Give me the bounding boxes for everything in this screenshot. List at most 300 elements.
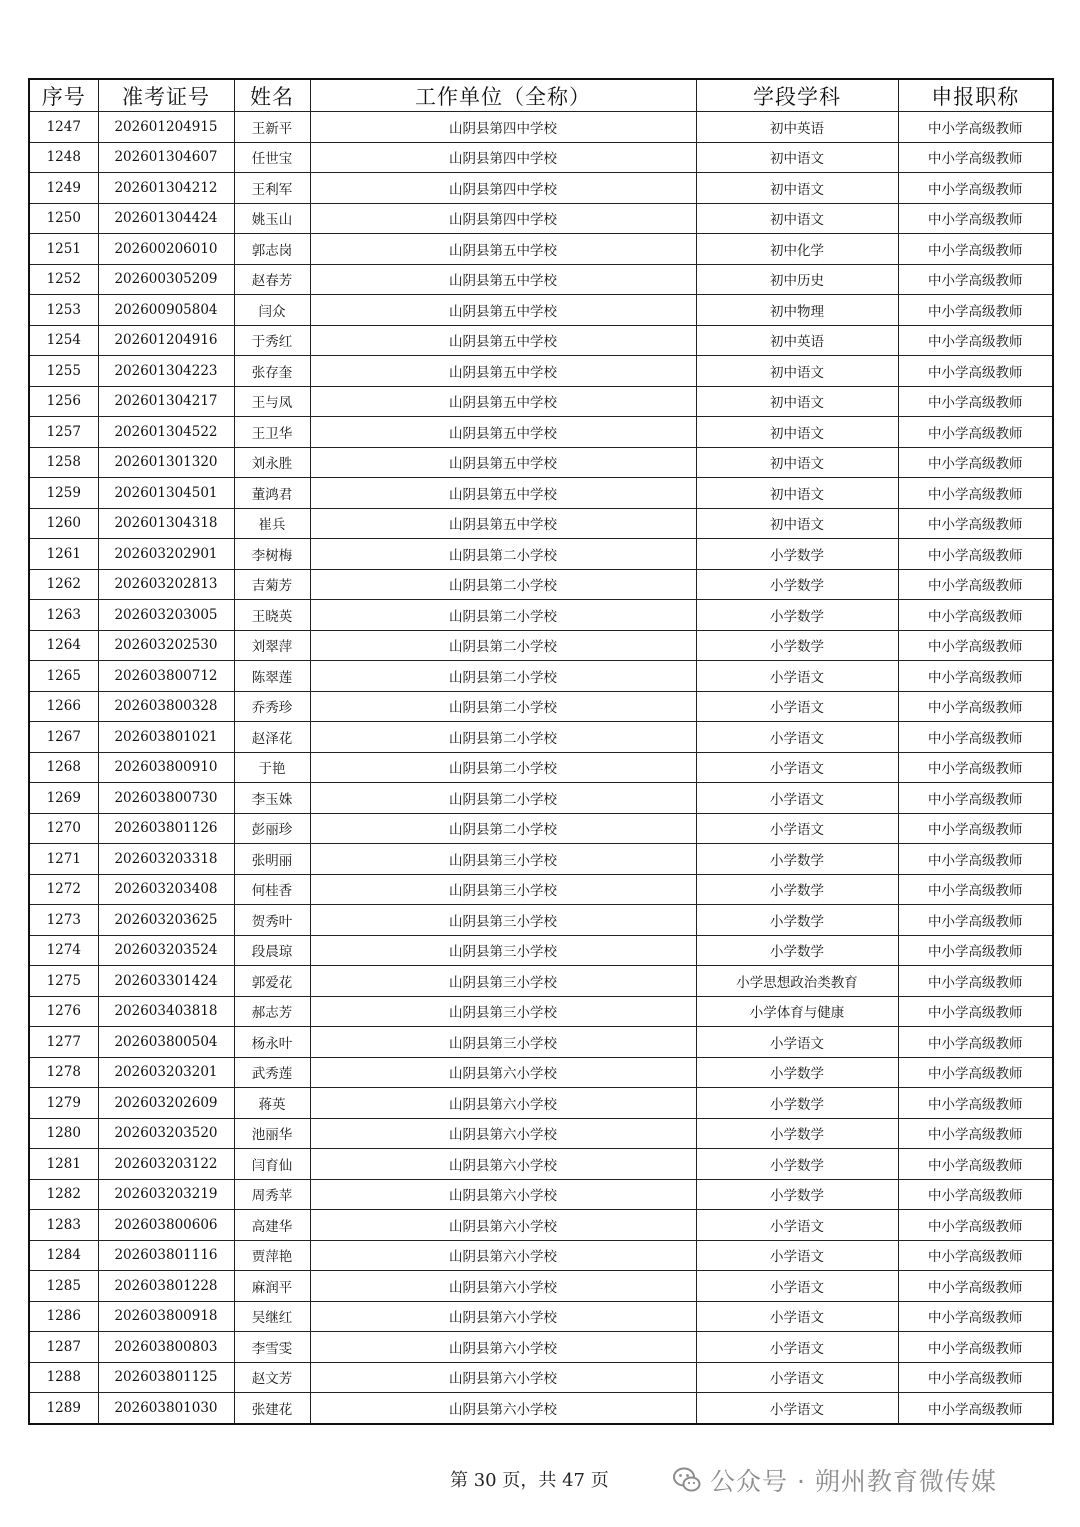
table-row bbox=[29, 1362, 1053, 1393]
cell-subject: 初中物理 bbox=[696, 295, 898, 326]
cell-subject: 小学语文 bbox=[696, 1393, 898, 1424]
cell-subject: 初中语文 bbox=[696, 386, 898, 417]
cell-serial: 1247 bbox=[29, 112, 98, 143]
cell-title: 中小学高级教师 bbox=[898, 1149, 1053, 1180]
table-row bbox=[29, 1271, 1053, 1302]
cell-subject: 初中语文 bbox=[696, 417, 898, 448]
cell-subject: 初中化学 bbox=[696, 234, 898, 265]
table-row bbox=[29, 417, 1053, 448]
cell-exam-id: 202603800712 bbox=[98, 661, 234, 692]
cell-title: 中小学高级教师 bbox=[898, 417, 1053, 448]
cell-name: 高建华 bbox=[234, 1210, 310, 1241]
cell-title: 中小学高级教师 bbox=[898, 874, 1053, 905]
table-row bbox=[29, 1149, 1053, 1180]
cell-subject: 小学语文 bbox=[696, 1240, 898, 1271]
cell-name: 乔秀珍 bbox=[234, 691, 310, 722]
cell-name: 蒋英 bbox=[234, 1088, 310, 1119]
cell-workplace: 山阴县第二小学校 bbox=[310, 661, 696, 692]
table-row bbox=[29, 966, 1053, 997]
cell-title: 中小学高级教师 bbox=[898, 447, 1053, 478]
cell-subject: 小学体育与健康 bbox=[696, 996, 898, 1027]
cell-serial: 1280 bbox=[29, 1118, 98, 1149]
table-row bbox=[29, 325, 1053, 356]
cell-name: 赵文芳 bbox=[234, 1362, 310, 1393]
table-row bbox=[29, 783, 1053, 814]
cell-serial: 1253 bbox=[29, 295, 98, 326]
cell-serial: 1266 bbox=[29, 691, 98, 722]
cell-serial: 1288 bbox=[29, 1362, 98, 1393]
cell-workplace: 山阴县第六小学校 bbox=[310, 1393, 696, 1424]
table-row bbox=[29, 905, 1053, 936]
cell-subject: 小学语文 bbox=[696, 691, 898, 722]
cell-title: 中小学高级教师 bbox=[898, 1332, 1053, 1363]
cell-name: 李玉姝 bbox=[234, 783, 310, 814]
cell-name: 麻润平 bbox=[234, 1271, 310, 1302]
cell-serial: 1271 bbox=[29, 844, 98, 875]
roster-table bbox=[28, 78, 1054, 1425]
cell-serial: 1281 bbox=[29, 1149, 98, 1180]
cell-exam-id: 202601304522 bbox=[98, 417, 234, 448]
cell-workplace: 山阴县第六小学校 bbox=[310, 1301, 696, 1332]
cell-subject: 小学数学 bbox=[696, 905, 898, 936]
cell-serial: 1273 bbox=[29, 905, 98, 936]
cell-exam-id: 202603800910 bbox=[98, 752, 234, 783]
cell-exam-id: 202603801116 bbox=[98, 1240, 234, 1271]
table-row bbox=[29, 1240, 1053, 1271]
cell-title: 中小学高级教师 bbox=[898, 661, 1053, 692]
cell-serial: 1269 bbox=[29, 783, 98, 814]
cell-name: 贺秀叶 bbox=[234, 905, 310, 936]
cell-subject: 初中语文 bbox=[696, 356, 898, 387]
cell-subject: 小学数学 bbox=[696, 935, 898, 966]
table-row bbox=[29, 142, 1053, 173]
cell-serial: 1270 bbox=[29, 813, 98, 844]
table-row bbox=[29, 264, 1053, 295]
cell-name: 王晓英 bbox=[234, 600, 310, 631]
cell-name: 赵泽花 bbox=[234, 722, 310, 753]
cell-name: 刘永胜 bbox=[234, 447, 310, 478]
cell-subject: 小学语文 bbox=[696, 1362, 898, 1393]
cell-serial: 1274 bbox=[29, 935, 98, 966]
cell-workplace: 山阴县第二小学校 bbox=[310, 569, 696, 600]
cell-name: 李树梅 bbox=[234, 539, 310, 570]
cell-exam-id: 202601304501 bbox=[98, 478, 234, 509]
cell-workplace: 山阴县第三小学校 bbox=[310, 966, 696, 997]
table-header-row bbox=[29, 79, 1053, 112]
cell-subject: 小学语文 bbox=[696, 1271, 898, 1302]
cell-workplace: 山阴县第六小学校 bbox=[310, 1362, 696, 1393]
cell-subject: 初中语文 bbox=[696, 478, 898, 509]
table-row bbox=[29, 173, 1053, 204]
table-row bbox=[29, 1393, 1053, 1424]
table-row bbox=[29, 112, 1053, 143]
cell-name: 郭志岗 bbox=[234, 234, 310, 265]
cell-workplace: 山阴县第三小学校 bbox=[310, 905, 696, 936]
cell-workplace: 山阴县第二小学校 bbox=[310, 722, 696, 753]
cell-workplace: 山阴县第五中学校 bbox=[310, 447, 696, 478]
cell-workplace: 山阴县第六小学校 bbox=[310, 1240, 696, 1271]
cell-name: 周秀苹 bbox=[234, 1179, 310, 1210]
cell-title: 中小学高级教师 bbox=[898, 1240, 1053, 1271]
cell-workplace: 山阴县第二小学校 bbox=[310, 813, 696, 844]
roster-sheet bbox=[28, 78, 1052, 1425]
cell-subject: 初中英语 bbox=[696, 325, 898, 356]
cell-workplace: 山阴县第六小学校 bbox=[310, 1149, 696, 1180]
cell-serial: 1282 bbox=[29, 1179, 98, 1210]
cell-exam-id: 202601301320 bbox=[98, 447, 234, 478]
cell-serial: 1255 bbox=[29, 356, 98, 387]
cell-workplace: 山阴县第五中学校 bbox=[310, 234, 696, 265]
cell-exam-id: 202603800730 bbox=[98, 783, 234, 814]
cell-title: 中小学高级教师 bbox=[898, 1179, 1053, 1210]
cell-title: 中小学高级教师 bbox=[898, 905, 1053, 936]
cell-workplace: 山阴县第五中学校 bbox=[310, 325, 696, 356]
cell-workplace: 山阴县第三小学校 bbox=[310, 996, 696, 1027]
table-row bbox=[29, 1301, 1053, 1332]
cell-workplace: 山阴县第四中学校 bbox=[310, 173, 696, 204]
table-row bbox=[29, 295, 1053, 326]
cell-name: 于秀红 bbox=[234, 325, 310, 356]
cell-subject: 小学语文 bbox=[696, 1210, 898, 1241]
cell-name: 张明丽 bbox=[234, 844, 310, 875]
cell-subject: 小学语文 bbox=[696, 722, 898, 753]
cell-exam-id: 202603202609 bbox=[98, 1088, 234, 1119]
table-row bbox=[29, 844, 1053, 875]
cell-exam-id: 202603800918 bbox=[98, 1301, 234, 1332]
table-row bbox=[29, 874, 1053, 905]
cell-name: 王利军 bbox=[234, 173, 310, 204]
cell-name: 李雪雯 bbox=[234, 1332, 310, 1363]
cell-name: 姚玉山 bbox=[234, 203, 310, 234]
cell-name: 贾萍艳 bbox=[234, 1240, 310, 1271]
cell-name: 赵春芳 bbox=[234, 264, 310, 295]
cell-title: 中小学高级教师 bbox=[898, 1088, 1053, 1119]
cell-name: 闫育仙 bbox=[234, 1149, 310, 1180]
cell-name: 武秀莲 bbox=[234, 1057, 310, 1088]
cell-exam-id: 202603800803 bbox=[98, 1332, 234, 1363]
table-row bbox=[29, 1179, 1053, 1210]
table-row bbox=[29, 1210, 1053, 1241]
cell-subject: 初中英语 bbox=[696, 112, 898, 143]
cell-title: 中小学高级教师 bbox=[898, 844, 1053, 875]
cell-subject: 小学语文 bbox=[696, 783, 898, 814]
cell-title: 中小学高级教师 bbox=[898, 600, 1053, 631]
cell-workplace: 山阴县第四中学校 bbox=[310, 203, 696, 234]
cell-subject: 小学语文 bbox=[696, 661, 898, 692]
cell-workplace: 山阴县第三小学校 bbox=[310, 1027, 696, 1058]
cell-title: 中小学高级教师 bbox=[898, 935, 1053, 966]
cell-title: 中小学高级教师 bbox=[898, 569, 1053, 600]
cell-serial: 1283 bbox=[29, 1210, 98, 1241]
cell-exam-id: 202603203201 bbox=[98, 1057, 234, 1088]
column-header-serial: 序号 bbox=[29, 79, 98, 112]
cell-title: 中小学高级教师 bbox=[898, 1301, 1053, 1332]
cell-serial: 1278 bbox=[29, 1057, 98, 1088]
table-row bbox=[29, 447, 1053, 478]
table-row bbox=[29, 539, 1053, 570]
cell-workplace: 山阴县第四中学校 bbox=[310, 112, 696, 143]
cell-name: 任世宝 bbox=[234, 142, 310, 173]
cell-title: 中小学高级教师 bbox=[898, 112, 1053, 143]
column-header-workplace: 工作单位（全称） bbox=[310, 79, 696, 112]
cell-workplace: 山阴县第五中学校 bbox=[310, 356, 696, 387]
cell-serial: 1262 bbox=[29, 569, 98, 600]
cell-subject: 小学数学 bbox=[696, 1179, 898, 1210]
cell-name: 杨永叶 bbox=[234, 1027, 310, 1058]
cell-serial: 1285 bbox=[29, 1271, 98, 1302]
cell-exam-id: 202603202530 bbox=[98, 630, 234, 661]
cell-title: 中小学高级教师 bbox=[898, 539, 1053, 570]
cell-subject: 小学数学 bbox=[696, 630, 898, 661]
cell-title: 中小学高级教师 bbox=[898, 1393, 1053, 1424]
cell-workplace: 山阴县第六小学校 bbox=[310, 1118, 696, 1149]
cell-name: 陈翠莲 bbox=[234, 661, 310, 692]
cell-title: 中小学高级教师 bbox=[898, 1057, 1053, 1088]
cell-exam-id: 202601204916 bbox=[98, 325, 234, 356]
cell-workplace: 山阴县第二小学校 bbox=[310, 630, 696, 661]
table-row bbox=[29, 203, 1053, 234]
cell-title: 中小学高级教师 bbox=[898, 813, 1053, 844]
cell-workplace: 山阴县第五中学校 bbox=[310, 295, 696, 326]
cell-exam-id: 202600905804 bbox=[98, 295, 234, 326]
cell-serial: 1279 bbox=[29, 1088, 98, 1119]
cell-exam-id: 202601204915 bbox=[98, 112, 234, 143]
cell-workplace: 山阴县第五中学校 bbox=[310, 508, 696, 539]
cell-serial: 1277 bbox=[29, 1027, 98, 1058]
cell-subject: 小学数学 bbox=[696, 1149, 898, 1180]
cell-serial: 1250 bbox=[29, 203, 98, 234]
cell-title: 中小学高级教师 bbox=[898, 783, 1053, 814]
cell-workplace: 山阴县第六小学校 bbox=[310, 1210, 696, 1241]
cell-workplace: 山阴县第六小学校 bbox=[310, 1271, 696, 1302]
cell-exam-id: 202603801125 bbox=[98, 1362, 234, 1393]
column-header-exam-id: 准考证号 bbox=[98, 79, 234, 112]
cell-title: 中小学高级教师 bbox=[898, 630, 1053, 661]
cell-serial: 1260 bbox=[29, 508, 98, 539]
cell-subject: 初中语文 bbox=[696, 173, 898, 204]
cell-workplace: 山阴县第三小学校 bbox=[310, 844, 696, 875]
table-row bbox=[29, 569, 1053, 600]
cell-workplace: 山阴县第三小学校 bbox=[310, 874, 696, 905]
table-row bbox=[29, 1332, 1053, 1363]
table-row bbox=[29, 661, 1053, 692]
cell-serial: 1256 bbox=[29, 386, 98, 417]
table-row bbox=[29, 600, 1053, 631]
cell-title: 中小学高级教师 bbox=[898, 1210, 1053, 1241]
cell-subject: 小学数学 bbox=[696, 600, 898, 631]
cell-name: 彭丽珍 bbox=[234, 813, 310, 844]
wechat-icon bbox=[672, 1465, 702, 1495]
cell-subject: 初中历史 bbox=[696, 264, 898, 295]
cell-workplace: 山阴县第二小学校 bbox=[310, 691, 696, 722]
cell-title: 中小学高级教师 bbox=[898, 1362, 1053, 1393]
table-row bbox=[29, 752, 1053, 783]
table-row bbox=[29, 1118, 1053, 1149]
column-header-name: 姓名 bbox=[234, 79, 310, 112]
cell-title: 中小学高级教师 bbox=[898, 508, 1053, 539]
cell-subject: 小学思想政治类教育 bbox=[696, 966, 898, 997]
cell-exam-id: 202603800328 bbox=[98, 691, 234, 722]
cell-serial: 1257 bbox=[29, 417, 98, 448]
cell-title: 中小学高级教师 bbox=[898, 386, 1053, 417]
cell-serial: 1252 bbox=[29, 264, 98, 295]
cell-exam-id: 202603801126 bbox=[98, 813, 234, 844]
cell-serial: 1251 bbox=[29, 234, 98, 265]
cell-subject: 初中语文 bbox=[696, 203, 898, 234]
cell-serial: 1259 bbox=[29, 478, 98, 509]
cell-subject: 小学数学 bbox=[696, 874, 898, 905]
cell-serial: 1261 bbox=[29, 539, 98, 570]
cell-exam-id: 202603202901 bbox=[98, 539, 234, 570]
page-number: 第 30 页，共 47 页 bbox=[450, 1470, 609, 1491]
watermark-text: 公众号 · 朔州教育微传媒 bbox=[710, 1467, 997, 1496]
cell-serial: 1286 bbox=[29, 1301, 98, 1332]
cell-workplace: 山阴县第五中学校 bbox=[310, 478, 696, 509]
watermark bbox=[672, 1462, 997, 1498]
cell-title: 中小学高级教师 bbox=[898, 1027, 1053, 1058]
cell-exam-id: 202601304318 bbox=[98, 508, 234, 539]
cell-title: 中小学高级教师 bbox=[898, 996, 1053, 1027]
cell-exam-id: 202603203219 bbox=[98, 1179, 234, 1210]
cell-name: 吉菊芳 bbox=[234, 569, 310, 600]
table-row bbox=[29, 996, 1053, 1027]
cell-name: 吴继红 bbox=[234, 1301, 310, 1332]
cell-name: 张建花 bbox=[234, 1393, 310, 1424]
cell-title: 中小学高级教师 bbox=[898, 478, 1053, 509]
cell-exam-id: 202603801030 bbox=[98, 1393, 234, 1424]
cell-exam-id: 202601304424 bbox=[98, 203, 234, 234]
cell-workplace: 山阴县第三小学校 bbox=[310, 935, 696, 966]
cell-title: 中小学高级教师 bbox=[898, 264, 1053, 295]
cell-serial: 1265 bbox=[29, 661, 98, 692]
cell-workplace: 山阴县第二小学校 bbox=[310, 600, 696, 631]
cell-exam-id: 202603203520 bbox=[98, 1118, 234, 1149]
cell-subject: 小学数学 bbox=[696, 569, 898, 600]
cell-exam-id: 202603202813 bbox=[98, 569, 234, 600]
cell-subject: 小学语文 bbox=[696, 1332, 898, 1363]
cell-title: 中小学高级教师 bbox=[898, 722, 1053, 753]
cell-exam-id: 202600305209 bbox=[98, 264, 234, 295]
cell-name: 张存奎 bbox=[234, 356, 310, 387]
cell-exam-id: 202603203005 bbox=[98, 600, 234, 631]
cell-workplace: 山阴县第二小学校 bbox=[310, 539, 696, 570]
column-header-subject: 学段学科 bbox=[696, 79, 898, 112]
cell-exam-id: 202603203122 bbox=[98, 1149, 234, 1180]
page-footer bbox=[0, 1460, 1080, 1500]
cell-subject: 小学语文 bbox=[696, 813, 898, 844]
cell-exam-id: 202601304607 bbox=[98, 142, 234, 173]
cell-workplace: 山阴县第六小学校 bbox=[310, 1332, 696, 1363]
cell-name: 何桂香 bbox=[234, 874, 310, 905]
cell-title: 中小学高级教师 bbox=[898, 234, 1053, 265]
cell-title: 中小学高级教师 bbox=[898, 752, 1053, 783]
table-row bbox=[29, 356, 1053, 387]
table-row bbox=[29, 1088, 1053, 1119]
cell-title: 中小学高级教师 bbox=[898, 691, 1053, 722]
cell-name: 王与凤 bbox=[234, 386, 310, 417]
table-body bbox=[29, 112, 1053, 1424]
cell-title: 中小学高级教师 bbox=[898, 203, 1053, 234]
cell-subject: 小学数学 bbox=[696, 1088, 898, 1119]
cell-name: 段晨琼 bbox=[234, 935, 310, 966]
cell-serial: 1267 bbox=[29, 722, 98, 753]
table-row bbox=[29, 935, 1053, 966]
cell-exam-id: 202603800504 bbox=[98, 1027, 234, 1058]
cell-title: 中小学高级教师 bbox=[898, 142, 1053, 173]
cell-subject: 小学语文 bbox=[696, 1027, 898, 1058]
cell-exam-id: 202603801021 bbox=[98, 722, 234, 753]
cell-workplace: 山阴县第五中学校 bbox=[310, 417, 696, 448]
cell-subject: 初中语文 bbox=[696, 508, 898, 539]
cell-subject: 小学数学 bbox=[696, 1118, 898, 1149]
table-row bbox=[29, 1057, 1053, 1088]
cell-exam-id: 202603203408 bbox=[98, 874, 234, 905]
table-row bbox=[29, 386, 1053, 417]
cell-name: 于艳 bbox=[234, 752, 310, 783]
cell-serial: 1284 bbox=[29, 1240, 98, 1271]
cell-exam-id: 202603203524 bbox=[98, 935, 234, 966]
cell-serial: 1248 bbox=[29, 142, 98, 173]
table-row bbox=[29, 691, 1053, 722]
cell-name: 王卫华 bbox=[234, 417, 310, 448]
cell-workplace: 山阴县第四中学校 bbox=[310, 142, 696, 173]
cell-exam-id: 202600206010 bbox=[98, 234, 234, 265]
cell-title: 中小学高级教师 bbox=[898, 295, 1053, 326]
cell-workplace: 山阴县第五中学校 bbox=[310, 264, 696, 295]
column-header-title: 申报职称 bbox=[898, 79, 1053, 112]
table-row bbox=[29, 1027, 1053, 1058]
table-row bbox=[29, 508, 1053, 539]
cell-serial: 1289 bbox=[29, 1393, 98, 1424]
cell-exam-id: 202603301424 bbox=[98, 966, 234, 997]
cell-exam-id: 202603800606 bbox=[98, 1210, 234, 1241]
cell-name: 刘翠萍 bbox=[234, 630, 310, 661]
cell-subject: 小学数学 bbox=[696, 539, 898, 570]
cell-subject: 初中语文 bbox=[696, 447, 898, 478]
cell-title: 中小学高级教师 bbox=[898, 173, 1053, 204]
cell-serial: 1264 bbox=[29, 630, 98, 661]
cell-serial: 1249 bbox=[29, 173, 98, 204]
cell-name: 王新平 bbox=[234, 112, 310, 143]
cell-exam-id: 202601304217 bbox=[98, 386, 234, 417]
cell-name: 郭爱花 bbox=[234, 966, 310, 997]
cell-serial: 1276 bbox=[29, 996, 98, 1027]
cell-serial: 1272 bbox=[29, 874, 98, 905]
cell-subject: 小学语文 bbox=[696, 752, 898, 783]
table-row bbox=[29, 630, 1053, 661]
cell-title: 中小学高级教师 bbox=[898, 356, 1053, 387]
cell-serial: 1275 bbox=[29, 966, 98, 997]
table-row bbox=[29, 234, 1053, 265]
cell-exam-id: 202603403818 bbox=[98, 996, 234, 1027]
cell-exam-id: 202603203625 bbox=[98, 905, 234, 936]
cell-workplace: 山阴县第二小学校 bbox=[310, 783, 696, 814]
cell-workplace: 山阴县第六小学校 bbox=[310, 1088, 696, 1119]
cell-serial: 1254 bbox=[29, 325, 98, 356]
cell-exam-id: 202603203318 bbox=[98, 844, 234, 875]
cell-workplace: 山阴县第六小学校 bbox=[310, 1179, 696, 1210]
cell-subject: 小学数学 bbox=[696, 844, 898, 875]
cell-serial: 1258 bbox=[29, 447, 98, 478]
cell-title: 中小学高级教师 bbox=[898, 1118, 1053, 1149]
cell-title: 中小学高级教师 bbox=[898, 1271, 1053, 1302]
cell-workplace: 山阴县第六小学校 bbox=[310, 1057, 696, 1088]
cell-serial: 1268 bbox=[29, 752, 98, 783]
cell-workplace: 山阴县第二小学校 bbox=[310, 752, 696, 783]
table-row bbox=[29, 813, 1053, 844]
cell-name: 池丽华 bbox=[234, 1118, 310, 1149]
cell-name: 崔兵 bbox=[234, 508, 310, 539]
